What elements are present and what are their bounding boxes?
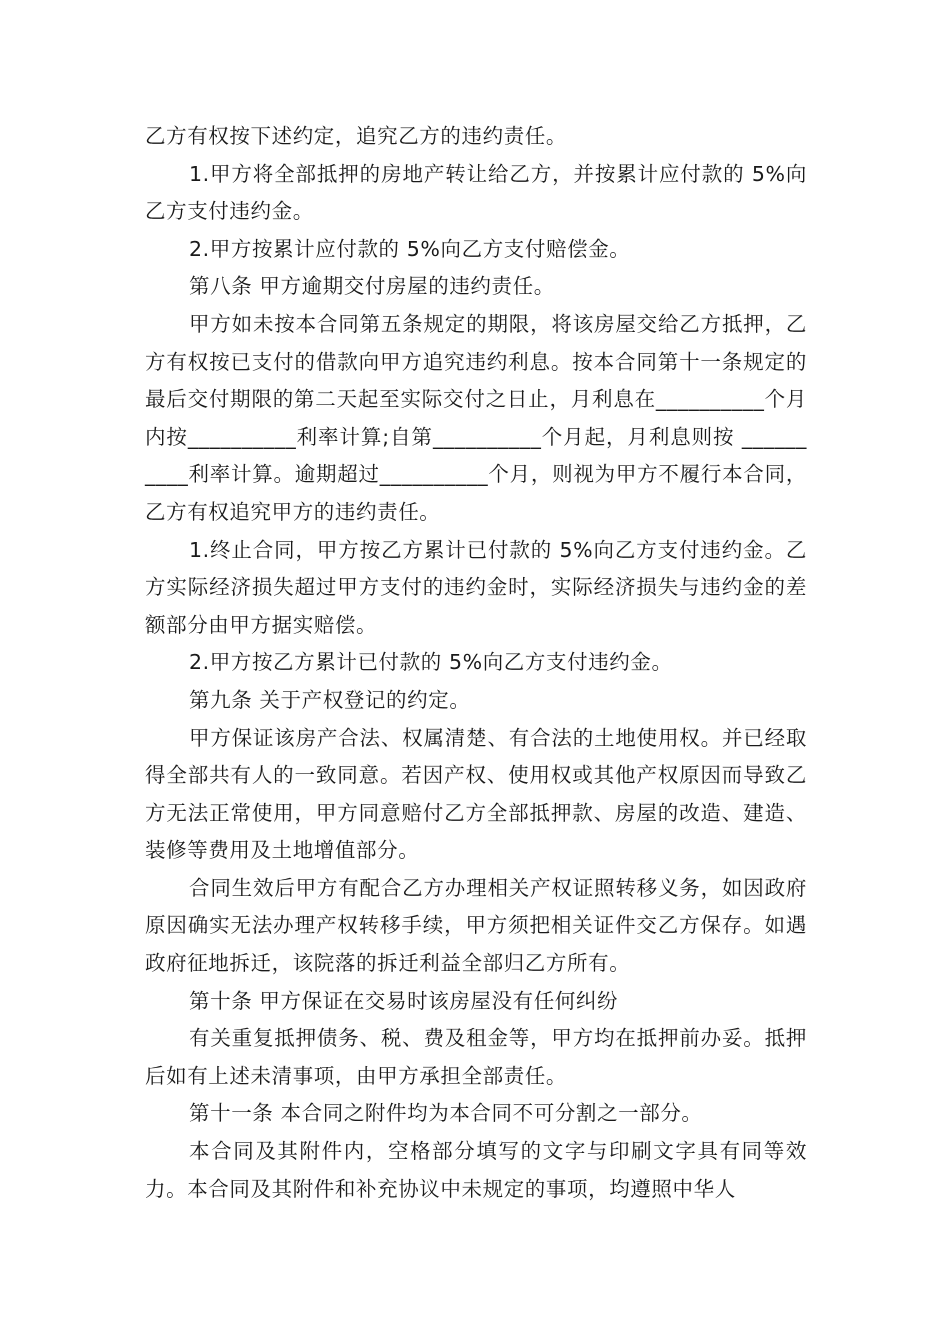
paragraph-7: 2.甲方按乙方累计已付款的 5%向乙方支付违约金。 [189, 650, 673, 675]
paragraph-6: 1.终止合同，甲方按乙方累计已付款的 5%向乙方支付违约金。乙方实际经济损失超过甲方支付的违约金时，实际经济损失与违约金的差额部分由甲方据实赔偿。 [145, 537, 807, 637]
paragraph-1: 乙方有权按下述约定，追究乙方的违约责任。 [145, 124, 567, 148]
article-9-heading: 第九条 关于产权登记的约定。 [189, 687, 471, 712]
document-page [145, 118, 807, 1208]
paragraph-14: 本合同及其附件内，空格部分填写的文字与印刷文字具有同等效力。本合同及其附件和补充协议中未规定的事项，均遵照中华人 [145, 1139, 807, 1201]
article-11-heading: 第十一条 本合同之附件均为本合同不可分割之一部分。 [189, 1101, 703, 1126]
article-10-heading: 第十条 甲方保证在交易时该房屋没有任何纠纷 [189, 988, 619, 1013]
paragraph-3: 2.甲方按累计应付款的 5%向乙方支付赔偿金。 [189, 236, 631, 261]
paragraph-9: 甲方保证该房产合法、权属清楚、有合法的土地使用权。并已经取得全部共有人的一致同意。若因产权、使用权或其他产权原因而导致乙方无法正常使用，甲方同意赔付乙方全部抵押款、房屋的改造、建造、装修等费用及土地增值部分。 [145, 725, 807, 863]
article-8-heading: 第八条 甲方逾期交付房屋的违约责任。 [189, 274, 555, 299]
paragraph-12: 有关重复抵押债务、税、费及租金等，甲方均在抵押前办妥。抵押后如有上述未清事项，由甲方承担全部责任。 [145, 1026, 807, 1088]
paragraph-10: 合同生效后甲方有配合乙方办理相关产权证照转移义务，如因政府原因确实无法办理产权转移手续，甲方须把相关证件交乙方保存。如遇政府征地拆迁，该院落的拆迁利益全部归乙方所有。 [145, 875, 807, 976]
paragraph-5: 甲方如未按本合同第五条规定的期限，将该房屋交给乙方抵押，乙方有权按已支付的借款向甲方追究违约利息。按本合同第十一条规定的最后交付期限的第二天起至实际交付之日止，月利息在__________个月内按__________利率计算;自第__________个月起，月利息则按 __________利率计算。逾期超过__________个月，则视为甲方不履行本合同，乙方有权追究甲方的违约责任。 [145, 311, 807, 524]
paragraph-2: 1.甲方将全部抵押的房地产转让给乙方，并按累计应付款的 5%向乙方支付违约金。 [145, 161, 807, 224]
